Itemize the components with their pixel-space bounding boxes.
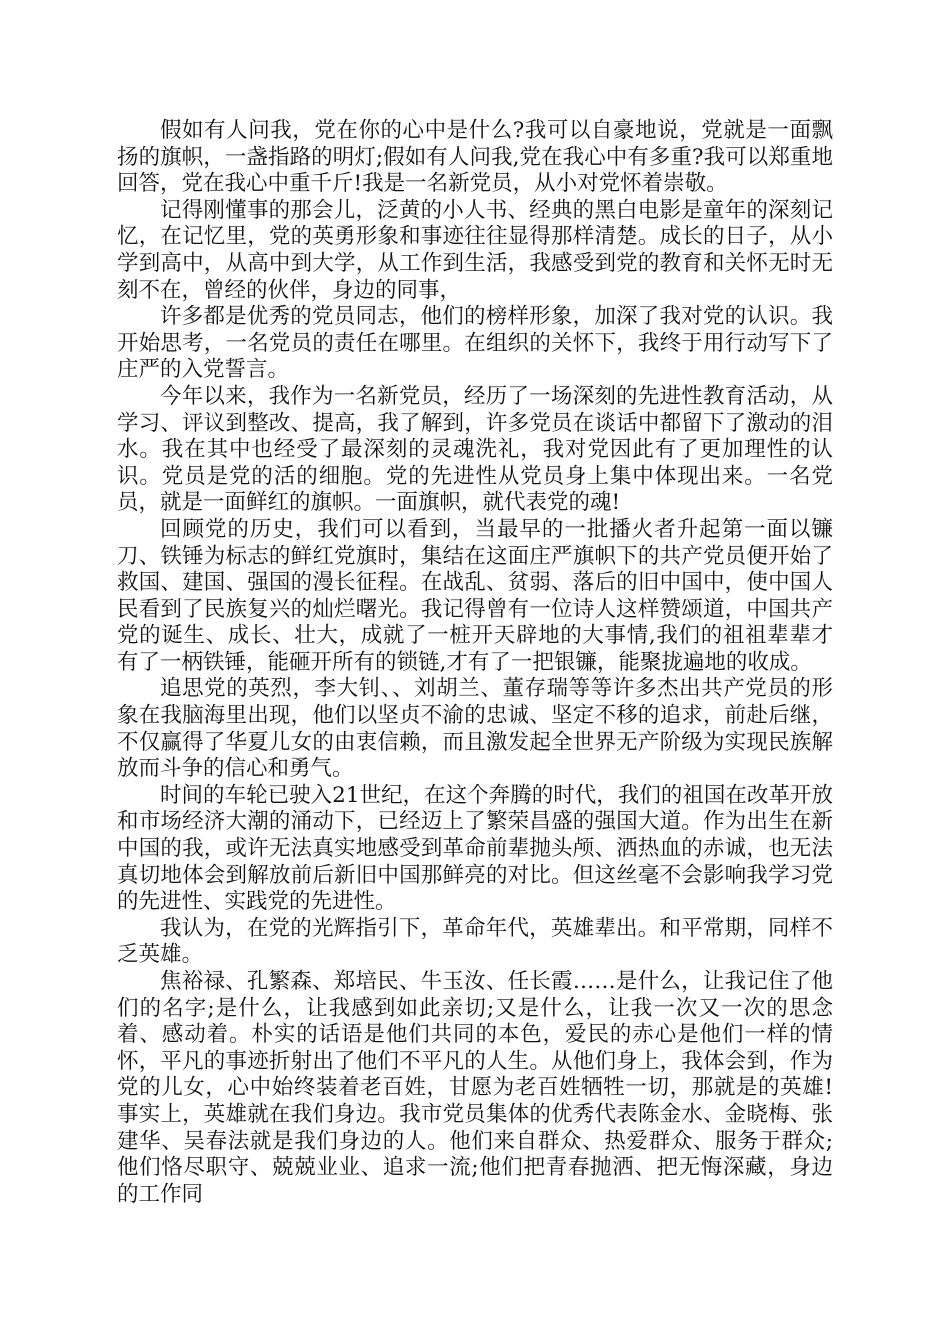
paragraph: 许多都是优秀的党员同志，他们的榜样形象，加深了我对党的认识。我开始思考，一名党员的责任在哪里。在组织的关怀下，我终于用行动写下了庄严的入党誓言。: [117, 304, 833, 383]
paragraph: 记得刚懂事的那会儿，泛黄的小人书、经典的黑白电影是童年的深刻记忆，在记忆里，党的英勇形象和事迹往往显得那样清楚。成长的日子，从小学到高中，从高中到大学，从工作到生活，我感受到党的教育和关怀无时无刻不在，曾经的伙伴，身边的同事，: [117, 197, 833, 303]
paragraph: 时间的车轮已驶入21世纪，在这个奔腾的时代，我们的祖国在改革开放和市场经济大潮的涌动下，已经迈上了繁荣昌盛的强国大道。作为出生在新中国的我，或许无法真实地感受到革命前辈抛头颅、洒热血的赤诚，也无法真切地体会到解放前后新旧中国那鲜亮的对比。但这丝毫不会影响我学习党的先进性、实践党的先进性。: [117, 782, 833, 915]
paragraph: 我认为，在党的光辉指引下，革命年代，英雄辈出。和平常期，同样不乏英雄。: [117, 915, 833, 968]
paragraph: 回顾党的历史，我们可以看到，当最早的一批播火者升起第一面以镰刀、铁锤为标志的鲜红党旗时，集结在这面庄严旗帜下的共产党员便开始了救国、建国、强国的漫长征程。在战乱、贫弱、落后的旧中国中，使中国人民看到了民族复兴的灿烂曙光。我记得曾有一位诗人这样赞颂道，中国共产党的诞生、成长、壮大，成就了一桩开天辟地的大事情,我们的祖祖辈辈才有了一柄铁锤，能砸开所有的锁链,才有了一把银镰，能聚拢遍地的收成。: [117, 516, 833, 675]
document-body: [117, 118, 833, 1208]
paragraph: 追思党的英烈，李大钊、、刘胡兰、董存瑞等等许多杰出共产党员的形象在我脑海里出现，他们以坚贞不渝的忠诚、坚定不移的追求，前赴后继，不仅赢得了华夏儿女的由衷信赖，而且激发起全世界无产阶级为实现民族解放而斗争的信心和勇气。: [117, 676, 833, 782]
paragraph: 今年以来，我作为一名新党员，经历了一场深刻的先进性教育活动，从学习、评议到整改、提高，我了解到，许多党员在谈话中都留下了激动的泪水。我在其中也经受了最深刻的灵魂洗礼，我对党因此有了更加理性的认识。党员是党的活的细胞。党的先进性从党员身上集中体现出来。一名党员，就是一面鲜红的旗帜。一面旗帜，就代表党的魂!: [117, 383, 833, 516]
paragraph: 假如有人问我，党在你的心中是什么?我可以自豪地说，党就是一面飘扬的旗帜，一盏指路的明灯;假如有人问我,党在我心中有多重?我可以郑重地回答，党在我心中重千斤!我是一名新党员，从小对党怀着崇敬。: [117, 118, 833, 197]
paragraph: 焦裕禄、孔繁森、郑培民、牛玉汝、任长霞……是什么，让我记住了他们的名字;是什么，让我感到如此亲切;又是什么，让我一次又一次的思念着、感动着。朴实的话语是他们共同的本色，爱民的赤心是他们一样的情怀，平凡的事迹折射出了他们不平凡的人生。从他们身上，我体会到，作为党的儿女，心中始终装着老百姓，甘愿为老百姓牺牲一切，那就是的英雄!事实上，英雄就在我们身边。我市党员集体的优秀代表陈金水、金晓梅、张建华、吴春法就是我们身边的人。他们来自群众、热爱群众、服务于群众;他们恪尽职守、兢兢业业、追求一流;他们把青春抛洒、把无悔深藏，身边的工作同: [117, 969, 833, 1207]
